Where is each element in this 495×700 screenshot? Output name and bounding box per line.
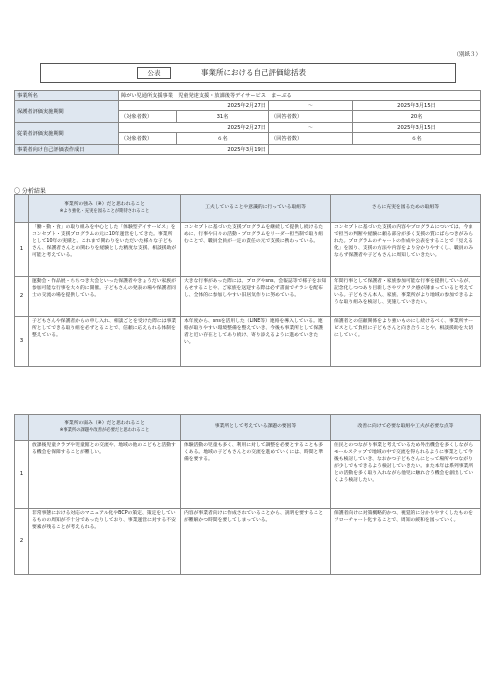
guardian-target-label: （対象者数）	[119, 111, 177, 123]
weakness-row-1-item: 放課後児童クラブや児童館との交流や、地域の他のこどもと活動する機会を保障することが難しい。	[29, 441, 181, 509]
self-eval-date-label: 事業者向け自己評価表作成日	[15, 145, 119, 155]
strength-row-3-effort: 本年度から、snsを活用した（LINE等）連絡を導入している。連絡が取りやすい環境整備を整えていき、今後も事業所として保護者と近い存在としてあり続け、寄り添えるように進めていきたい。	[181, 317, 331, 367]
sheet-number: （別紙３）	[453, 52, 481, 58]
strengths-table	[14, 194, 481, 367]
weakness-row-2-item: 非常事態における対応のマニュアル化やBCPの策定、策定をしているものの周知が不十分であったりしており、事業運営に対する不安要素が残ることが考えられる。	[29, 509, 181, 575]
guardian-period-end: 2025年3月15日	[353, 101, 481, 111]
strength-row-2-item: 運動会・作品展・ちちつき大会といった保護者やきょうだい家族が参加可能な行事を大々的に開催。子どもさんの発表の場や保護者同士の交流の場を提供している。	[29, 277, 181, 317]
guardian-target-value: 31名	[177, 111, 269, 123]
staff-period-label: 従業者評価実施期間	[15, 123, 119, 145]
staff-answer-value: ６名	[353, 133, 481, 145]
weaknesses-num-header	[15, 415, 29, 441]
weakness-row-1-improvement: 住民とのつながり事業と考えているため外出機会を多くしながらモールステップで地域の中で交流を得られるように事業として今後も検討していき、なおかつ子どもさんにとって場所やつながりが少しでもできるよう検討していきたい。また本年は系列事業所との活動を多く取り入れながら他児に触れ合う機会を創出していくよう検討したい。	[331, 441, 481, 509]
info-table	[14, 90, 481, 155]
strengths-col3-header: さらに充実を図るための取組等	[331, 195, 481, 223]
guardian-period-sep: ～	[269, 101, 353, 111]
strength-row-number: 3	[15, 317, 29, 367]
strengths-col1-header	[29, 195, 181, 223]
staff-period-end: 2025年3月15日	[353, 123, 481, 133]
weaknesses-table	[14, 414, 481, 575]
staff-period-start: 2025年2月27日	[119, 123, 269, 133]
strength-row-2-effort: 大きな行事があった際には、ブログやsns、会報誌等で様子をお知らせすることや、ご家族を送迎する際は必ず書面でチラシを配布し、全体的に参加しやすい旧居気作りに努めている。	[181, 277, 331, 317]
staff-target-value: ６名	[177, 133, 269, 145]
weakness-row-1-cause: 体験活動の児童も多く、利用に対して調整を必要とすることも多くある。地域の子どもさんとの交流を進めていくには、時間と準備を要する。	[181, 441, 331, 509]
strengths-col1-subtitle: ※より強化・充実を図ることが期待されること	[59, 208, 150, 214]
weaknesses-col3-header: 改善に向けて必要な取組や工夫が必要な点等	[331, 415, 481, 441]
staff-target-label: （対象者数）	[119, 133, 177, 145]
guardian-period-label: 保護者評価実施期間	[15, 101, 119, 123]
strength-row-2-improvement: 年間行事として保護者・家族参加可能な行事を提供しているが、記念化しつつあり目新しさやワクワク感が薄まっていると考えている。子どもさん本人、家族、事業所がより地域の参加できるような取り組みを検討し、実施していきたい。	[331, 277, 481, 317]
office-name-label: 事業所名	[15, 91, 119, 101]
guardian-period-start: 2025年2月27日	[119, 101, 269, 111]
weaknesses-col1-header	[29, 415, 181, 441]
office-name-value: 障がい児通所支援事業 児童発達支援・放課後等デイサービス まーぶる	[119, 91, 481, 101]
strength-row-3-improvement: 保護者との信頼関係をより強いものにし続けるべく、事業所サービスとして負担に子どもさんと向き合うことや、相談援助を大切にしていく。	[331, 317, 481, 367]
analysis-label: 〇 分析結果	[14, 188, 46, 195]
strength-row-number: 2	[15, 277, 29, 317]
weaknesses-col2-header: 事業所として考えている課題の要因等	[181, 415, 331, 441]
guardian-answer-value: 20名	[353, 111, 481, 123]
title-box	[40, 63, 456, 83]
strength-row-1-effort: コンセプトに基づいた支援プログラムを継続して提供し続けるために、行事や日々の活動・プログラムをリーダー担当制で取り組むことで、職員全員が一定の責任の元で支援に携わっている。	[181, 223, 331, 277]
strengths-col1-title: 事業所の強み（※）だと思われること	[64, 201, 145, 207]
strengths-col2-header: 工夫していることや意識的に行っている取組等	[181, 195, 331, 223]
self-eval-empty	[269, 145, 481, 155]
staff-answer-label: （回答者数）	[269, 133, 353, 145]
weakness-row-2-cause: 内容が事業者向けに作成されていることから、説明を要することが難解かつ時間を要してしまっている。	[181, 509, 331, 575]
page-title: 事業所における自己評価総括表	[201, 68, 306, 77]
staff-period-sep: ～	[269, 123, 353, 133]
public-tag: 公表	[137, 67, 171, 79]
self-eval-date-value: 2025年3月19日	[119, 145, 269, 155]
strengths-num-header	[15, 195, 29, 223]
weaknesses-col1-subtitle: ※事業所の課題や改善が必要だと思われること	[59, 427, 150, 433]
weaknesses-col1-title: 事業所の弱み（※）だと思われること	[64, 420, 145, 426]
strength-row-1-item: 「働・動・食」の取り組みを中心とした「体験型デイサービス」をコンセプト・支援プログラムの元に10年運営をしてきた。事業所として10年の実績と、これまで関わりをいただいた様々な子どもさん、保護者さんとの関わりを経験とした精度な支援、相談援助が可能と考えている。	[29, 223, 181, 277]
weakness-row-2-improvement: 保護者向けに対策概略的かつ、視覚的に分かりやすくしたものをフローチャート化することで、周知の緩和を図っていく。	[331, 509, 481, 575]
strength-row-number: 1	[15, 223, 29, 277]
strength-row-1-improvement: コンセプトに基づいた支援の内容やプログラムについては、今まで担当の判断や経験に頼る部分が多く支援の質にばらつきがみられた。プログラムのチャートの作成や公表をすることで「見える化」を図り、支援の方法や内容をより分かりやすくし、職員のみならず保護者や子どもさんに周知していきたい。	[331, 223, 481, 277]
strength-row-3-item: 子どもさんや保護者からの申し入れ、相談ごとを受けた際には事業所としてできる取り組を必ずとることで、信頼に応えられる体制を整えている。	[29, 317, 181, 367]
weakness-row-number: 2	[15, 509, 29, 575]
guardian-answer-label: （回答者数）	[269, 111, 353, 123]
weakness-row-number: 1	[15, 441, 29, 509]
